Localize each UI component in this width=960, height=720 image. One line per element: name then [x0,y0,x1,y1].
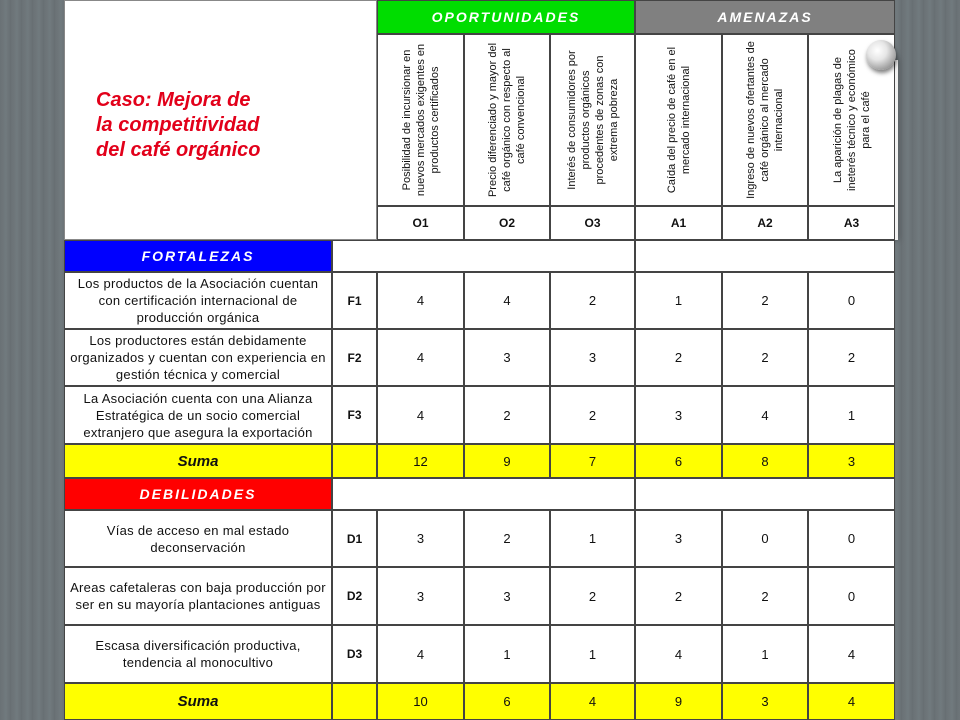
suma-spacer [332,444,377,478]
matrix-value: 4 [635,625,722,683]
matrix-value: 2 [635,567,722,625]
header-fortalezas: FORTALEZAS [64,240,332,272]
row-description: Areas cafetaleras con baja producción por ser en su mayoría plantaciones antiguas [64,567,332,625]
debilidades-spacer [635,478,895,510]
suma-label: Suma [64,683,332,720]
suma-value: 9 [635,683,722,720]
suma-spacer [332,683,377,720]
matrix-value: 3 [635,386,722,444]
matrix-value: 1 [635,272,722,329]
column-desc-o2: Precio diferenciado y mayor del café orgánico con respecto al café convencional [464,34,550,206]
matrix-value: 0 [808,510,895,567]
row-code: D3 [332,625,377,683]
column-code: A3 [808,206,895,240]
column-code: O2 [464,206,550,240]
matrix-value: 2 [722,567,808,625]
suma-value: 3 [722,683,808,720]
matrix-value: 2 [722,329,808,386]
matrix-value: 4 [377,329,464,386]
suma-value: 3 [808,444,895,478]
row-code: D1 [332,510,377,567]
matrix-value: 2 [808,329,895,386]
debilidades-spacer [332,478,635,510]
fortalezas-spacer [635,240,895,272]
matrix-value: 3 [377,567,464,625]
column-code: O3 [550,206,635,240]
matrix-value: 0 [808,567,895,625]
matrix-value: 2 [550,272,635,329]
suma-value: 7 [550,444,635,478]
matrix-value: 1 [550,510,635,567]
matrix-value: 3 [464,329,550,386]
suma-value: 4 [808,683,895,720]
row-description: La Asociación cuenta con una Alianza Estratégica de un socio comercial extranjero que asegura la exportación [64,386,332,444]
matrix-value: 3 [377,510,464,567]
matrix-value: 4 [464,272,550,329]
suma-value: 8 [722,444,808,478]
matrix-value: 4 [377,272,464,329]
matrix-value: 1 [550,625,635,683]
suma-label: Suma [64,444,332,478]
suma-value: 10 [377,683,464,720]
column-desc-o1: Posibilidad de incursionar en nuevos mercados exigentes en productos certificados [377,34,464,206]
row-description: Los productores están debidamente organizados y cuentan con experiencia en gestión técnica y comercial [64,329,332,386]
column-code: A1 [635,206,722,240]
matrix-value: 4 [808,625,895,683]
suma-value: 6 [464,683,550,720]
matrix-value: 2 [464,510,550,567]
matrix-value: 4 [377,386,464,444]
matrix-value: 2 [722,272,808,329]
column-desc-a1: Caída del precio de café en el mercado internacional [635,34,722,206]
header-debilidades: DEBILIDADES [64,478,332,510]
header-amenazas: AMENAZAS [635,0,895,34]
fortalezas-spacer [332,240,635,272]
matrix-value: 3 [464,567,550,625]
matrix-value: 0 [722,510,808,567]
matrix-value: 3 [550,329,635,386]
row-code: F1 [332,272,377,329]
matrix-value: 2 [550,386,635,444]
matrix-value: 2 [550,567,635,625]
column-code: A2 [722,206,808,240]
row-code: F3 [332,386,377,444]
case-title: Caso: Mejora de la competitividad del café orgánico [96,89,261,161]
column-code: O1 [377,206,464,240]
row-code: F2 [332,329,377,386]
row-description: Los productos de la Asociación cuentan con certificación internacional de producción orgánica [64,272,332,329]
row-description: Vías de acceso en mal estado deconservación [64,510,332,567]
push-pin-icon [866,40,896,70]
suma-value: 9 [464,444,550,478]
suma-value: 4 [550,683,635,720]
header-oportunidades: OPORTUNIDADES [377,0,635,34]
matrix-value: 4 [722,386,808,444]
column-desc-o3: Interés de consumidores por productos orgánicos procedentes de zonas con extrema pobreza [550,34,635,206]
matrix-value: 4 [377,625,464,683]
row-code: D2 [332,567,377,625]
column-desc-a3: La aparición de plagas de ineterés técnico y económico para el café [808,34,895,206]
matrix-value: 1 [722,625,808,683]
column-desc-a2: Ingreso de nuevos ofertantes de café orgánico al mercado internacional [722,34,808,206]
matrix-value: 3 [635,510,722,567]
matrix-value: 1 [464,625,550,683]
matrix-value: 2 [464,386,550,444]
matrix-value: 0 [808,272,895,329]
matrix-value: 2 [635,329,722,386]
row-description: Escasa diversificación productiva, tendencia al monocultivo [64,625,332,683]
suma-value: 12 [377,444,464,478]
matrix-value: 1 [808,386,895,444]
suma-value: 6 [635,444,722,478]
